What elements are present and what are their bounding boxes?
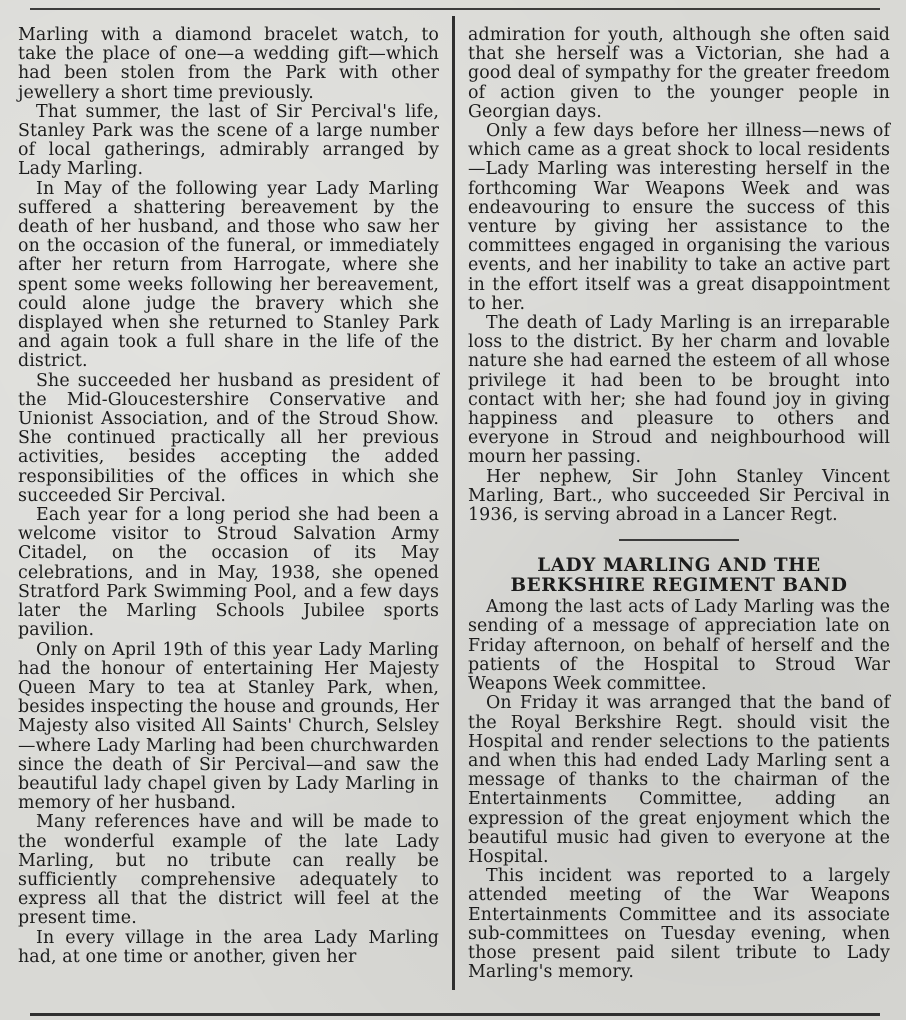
right-column [468,26,890,982]
article-paragraph: admiration for youth, although she often said that she herself was a Victorian, she had a good deal of sympathy for the greater freedom of action given to the younger people in Georgian days. [468,25,890,122]
article-paragraph: Only a few days before her illness—news of which came as a great shock to local residents—Lady Marling was interesting herself in the forthcoming War Weapons Week and was endeavouring to ensure the success of this venture by giving her assistance to the committees engaged in organising the various events, and her inability to take an active part in the effort itself was a great disappointment to her. [468,121,890,314]
section-separator [619,539,739,541]
article-paragraph: She succeeded her husband as president of the Mid-Gloucestershire Conservative and Unionist Association, and of the Stroud Show. She continued practically all her previous activities, besides accepting the added responsibilities of the offices in which she succeeded Sir Percival. [18,370,439,506]
article-paragraph: Many references have and will be made to the wonderful example of the late Lady Marling, but no tribute can really be sufficiently comprehensive adequately to express all that the district will feel at the present time. [18,812,439,929]
article-paragraph: Her nephew, Sir John Stanley Vincent Marling, Bart., who succeeded Sir Percival in 1936, is serving abroad in a Lancer Regt. [468,466,890,526]
article-paragraph: In May of the following year Lady Marling suffered a shattering bereavement by the death of her husband, and those who saw her on the occasion of the funeral, or immediately after her return from Harrogate, where she spent some weeks following her bereavement, could alone judge the bravery which she displayed when she returned to Stanley Park and again took a full share in the life of the district. [18,178,439,372]
article-paragraph: Among the last acts of Lady Marling was the sending of a message of appreciation late on Friday afternoon, on behalf of herself and the patients of the Hospital to Stroud War Weapons Week committee. [468,597,890,695]
article-paragraph: Marling with a diamond bracelet watch, to take the place of one—a wedding gift—which had been stolen from the Park with other jewellery a short time previously. [18,25,439,103]
article-paragraph: Only on April 19th of this year Lady Marling had the honour of entertaining Her Majesty Queen Mary to tea at Stanley Park, when, besides inspecting the house and grounds, Her Majesty also visited All Saints' Church, Selsley—where Lady Marling had been churchwarden since the death of Sir Percival—and saw the beautiful lady chapel given by Lady Marling in memory of her husband. [18,639,439,814]
section-heading-line-1: LADY MARLING AND THE [537,555,821,577]
left-column [18,26,439,967]
article-paragraph: The death of Lady Marling is an irreparable loss to the district. By her charm and lovable nature she had earned the esteem of all whose privilege it had been to be brought into contact with her; she had found joy in giving happiness and pleasure to others and everyone in Stroud and neighbourhood will mourn her passing. [468,313,890,468]
top-rule [30,8,880,10]
section-heading-line-2: BERKSHIRE REGIMENT BAND [510,575,848,597]
bottom-rule [30,1013,880,1016]
article-paragraph: This incident was reported to a largely attended meeting of the War Weapons Entertainments Committee and its associate sub-committees on Tuesday evening, when those present paid silent tribute to Lady Marling's memory. [468,866,890,983]
article-paragraph: That summer, the last of Sir Percival's life, Stanley Park was the scene of a large number of local gatherings, admirably arranged by Lady Marling. [18,101,439,180]
article-paragraph: In every village in the area Lady Marling had, at one time or another, given her [18,927,439,967]
section-heading [468,556,890,596]
article-paragraph: Each year for a long period she had been a welcome visitor to Stroud Salvation Army Citadel, on the occasion of its May celebrations, and in May, 1938, she opened Stratford Park Swimming Pool, and a few days later the Marling Schools Jubilee sports pavilion. [18,505,439,641]
article-paragraph: On Friday it was arranged that the band of the Royal Berkshire Regt. should visit the Hospital and render selections to the patients and when this had ended Lady Marling sent a message of thanks to the chairman of the Entertainments Committee, adding an expression of the great enjoyment which the beautiful music had given to everyone at the Hospital. [468,693,890,867]
column-divider [452,16,455,990]
